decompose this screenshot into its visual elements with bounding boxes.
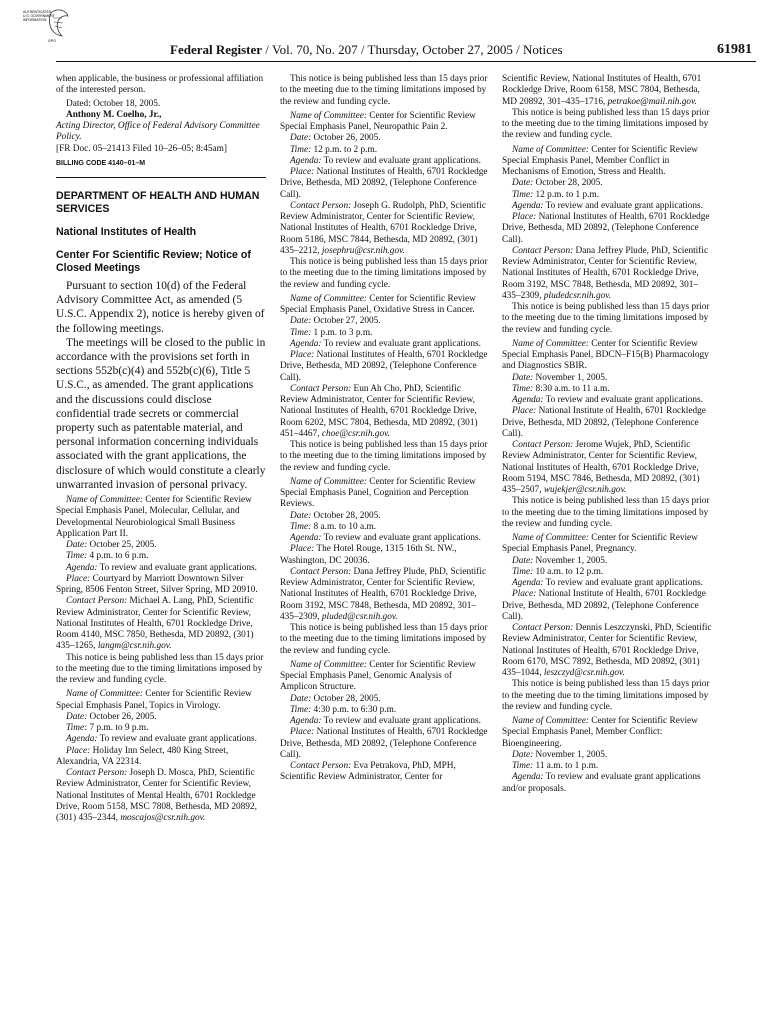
label-agenda: Agenda:: [512, 578, 544, 588]
committee-name: Center for Scientific Review Special Emphasis Panel, Pregnancy.: [502, 533, 698, 555]
fr-doc-line: [FR Doc. 05–21413 Filed 10–26–05; 8:45am]: [56, 143, 227, 154]
meeting-agenda: To review and evaluate grant applications.: [323, 155, 481, 166]
committee-name: Center for Scientific Review Special Emphasis Panel, Genomic Analysis of Amplicon Structure.: [280, 659, 476, 693]
meeting-place: National Institutes of Health, 6701 Rockledge Drive, Bethesda, MD 20892, (Telephone Conference Call).: [280, 167, 488, 200]
meeting-entry: [502, 339, 714, 530]
contact-person: Michael A. Lang, PhD, Scientific Review Administrator, Center for Scientific Review, National Institutes of Health, 6701 Rockledge Drive, Room 4140, MSC 7850, Bethesda, MD 20892, (301) 435–1265,: [56, 596, 254, 652]
short-notice-statement: This notice is being published less than 15 days prior to the meeting due to the timing limitations imposed by the review and funding cycle.: [280, 440, 488, 473]
label-name: Name of Committee:: [66, 495, 143, 506]
label-date: Date:: [512, 372, 534, 383]
label-agenda: Agenda:: [290, 716, 322, 726]
meeting-agenda: To review and evaluate grant applications.: [545, 578, 703, 588]
label-place: Place:: [66, 745, 91, 756]
contact-email: langm@csr.nih.gov.: [97, 641, 172, 652]
meeting-entry: [280, 111, 490, 291]
prev-notice-end: when applicable, the business or professional affiliation of the interested person.: [56, 74, 264, 96]
contact-person: Dennis Leszczynski, PhD, Scientific Review Administrator, Center for Scientific Review, National Institutes of Health, 6701 Rockledge Drive, Room 6170, MSC 7892, Bethesda, MD 20892, (301) 435–1044,: [502, 623, 712, 678]
logo-line-4: GPO: [48, 39, 56, 43]
intro-text: [56, 279, 266, 492]
section-separator: [56, 177, 266, 178]
label-agenda: Agenda:: [290, 533, 322, 543]
label-date: Date:: [290, 510, 312, 521]
meeting-date: November 1, 2005.: [535, 749, 608, 760]
label-agenda: Agenda:: [512, 200, 544, 211]
label-contact: Contact Person:: [290, 383, 352, 394]
committee-name: Center for Scientific Review Special Emphasis Panel, Member Conflict: Bioengineering.: [502, 716, 698, 749]
meeting-date: October 26, 2005.: [313, 133, 381, 144]
meeting-agenda: To review and evaluate grant applications.: [323, 338, 481, 349]
meeting-place: National Institutes of Health, 6701 Rockledge Drive, Bethesda, MD 20892, (Telephone Conference Call).: [280, 727, 488, 760]
contact-person: Eun Ah Cho, PhD, Scientific Review Administrator, Center for Scientific Review, National Institutes of Health, 6701 Rockledge Drive, Room 6202, MSC 7804, Bethesda, MD 20892, (301) 451–4467,: [280, 383, 478, 439]
meeting-time: 4:30 p.m. to 6:30 p.m.: [313, 704, 397, 715]
label-name: Name of Committee:: [290, 293, 367, 304]
meeting-agenda: To review and evaluate grant applications and/or proposals.: [502, 772, 701, 794]
column-3: [502, 74, 714, 795]
label-time: Time:: [512, 761, 534, 771]
committee-name: Center for Scientific Review Special Emphasis Panel, Topics in Virology.: [56, 689, 252, 711]
meeting-date: October 28, 2005.: [535, 178, 603, 189]
committee-name: Center for Scientific Review Special Emphasis Panel, Oxidative Stress in Cancer.: [280, 293, 476, 315]
page-number: 61981: [717, 42, 752, 57]
logo-line-3: INFORMATION: [23, 18, 47, 22]
meeting-date: October 25, 2005.: [89, 540, 157, 551]
meeting-place: National Institute of Health, 6701 Rockledge Drive, Bethesda, MD 20892, (Telephone Conference Call).: [502, 589, 706, 622]
label-agenda: Agenda:: [512, 772, 544, 783]
label-name: Name of Committee:: [512, 338, 589, 349]
contact-email: pludedcsr.nih.gov.: [543, 290, 612, 301]
contact-email: leszczyd@csr.nih.gov.: [543, 668, 625, 678]
label-agenda: Agenda:: [512, 395, 544, 405]
contact-person: Joseph D. Mosca, PhD, Scientific Review Administrator, Center for Scientific Review, National Institutes of Mental Health, 6701 Rockledge Drive, Room 5158, MSC 7808, Bethesda, MD 20892, (301) 435–2344,: [56, 768, 257, 824]
label-contact: Contact Person:: [290, 761, 352, 771]
contact-person: Dana Jeffrey Plude, PhD, Scientific Review Administrator, Center for Scientific Review, National Institutes of Health, 6701 Rockledge Drive, Room 3192, MSC 7848, Bethesda, MD 20892, 301–435–2309,: [502, 245, 709, 301]
label-date: Date:: [66, 711, 88, 722]
label-date: Date:: [66, 540, 88, 551]
billing-code: BILLING CODE 4140–01–M: [56, 159, 146, 167]
label-contact: Contact Person:: [512, 245, 574, 256]
meeting-time: 1 p.m. to 3 p.m.: [313, 327, 373, 338]
meeting-time: 11 a.m. to 1 p.m.: [535, 761, 599, 771]
label-place: Place:: [290, 167, 315, 177]
short-notice-statement: This notice is being published less than 15 days prior to the meeting due to the timing limitations imposed by the review and funding cycle.: [502, 107, 710, 141]
meeting-entry: [280, 294, 490, 474]
label-name: Name of Committee:: [512, 716, 589, 726]
short-notice-statement: This notice is being published less than 15 days prior to the meeting due to the timing limitations imposed by the review and funding cycle.: [502, 679, 710, 712]
meeting-agenda: To review and evaluate grant applications.: [323, 533, 481, 543]
label-name: Name of Committee:: [290, 110, 367, 121]
contact-person: Joseph G. Rudolph, PhD, Scientific Review Administrator, Center for Scientific Review, National Institutes of Health, 6701 Rockledge Drive, Room 5186, MSC 7844, Bethesda, MD 20892, (301) 435–2212,: [280, 200, 487, 256]
label-time: Time:: [512, 383, 534, 394]
contact-person: Jerome Wujek, PhD, Scientific Review Administrator, Center for Scientific Review, National Institutes of Health, 6701 Rockledge Drive, Room 5194, MSC 7846, Bethesda, MD 20892, (301) 435–2507,: [502, 440, 700, 495]
intro-paragraph-1: Pursuant to section 10(d) of the Federal Advisory Committee Act, as amended (5 U.S.C. Appendix 2), notice is hereby given of the following meetings.: [56, 280, 265, 335]
committee-name: Center for Scientific Review Special Emphasis Panel, Cognition and Perception Reviews.: [280, 476, 476, 510]
contact-email: petrakoe@mail.nih.gov.: [607, 96, 697, 107]
label-place: Place:: [512, 589, 537, 600]
logo-line-1: AUTHENTICATED: [23, 10, 52, 14]
notice-title: Center For Scientific Review; Notice of Closed Meetings: [56, 249, 251, 274]
label-date: Date:: [512, 749, 534, 760]
meeting-time: 8:30 a.m. to 11 a.m.: [535, 383, 610, 394]
contact-person: Dana Jeffrey Plude, PhD, Scientific Review Administrator, Center for Scientific Review, National Institutes of Health, 6701 Rockledge Drive, Room 3192, MSC 7848, Bethesda, MD 20892, 301–435–2309,: [280, 566, 487, 622]
meeting-agenda: To review and evaluate grant applications.: [99, 562, 257, 573]
label-place: Place:: [290, 350, 315, 360]
meeting-entry: [280, 660, 490, 784]
contact-email: josephru@csr.nih.gov.: [321, 245, 405, 256]
meeting-agenda: To review and evaluate grant applications.: [323, 716, 481, 726]
signer-name: Anthony M. Coelho, Jr.,: [66, 109, 162, 120]
contact-person: Eva Petrakova, PhD, MPH, Scientific Review Administrator, Center for: [280, 761, 456, 783]
label-date: Date:: [290, 316, 312, 327]
meeting-time: 12 p.m. to 1 p.m.: [535, 189, 600, 200]
label-contact: Contact Person:: [290, 566, 352, 577]
label-place: Place:: [290, 544, 315, 555]
meeting-place: The Hotel Rouge, 1315 16th St. NW., Washington, DC 20036.: [280, 544, 457, 566]
committee-name: Center for Scientific Review Special Emphasis Panel, Molecular, Cellular, and Developmental Neurobiological Small Business Application Part II.: [56, 495, 252, 539]
label-time: Time:: [290, 327, 312, 338]
short-notice-statement: This notice is being published less than 15 days prior to the meeting due to the timing limitations imposed by the review and funding cycle.: [280, 74, 488, 107]
meeting-time: 10 a.m. to 12 p.m.: [535, 566, 604, 577]
dated-line: Dated: October 18, 2005.: [66, 98, 161, 109]
agency-heading: DEPARTMENT OF HEALTH AND HUMAN SERVICES: [56, 190, 260, 215]
meeting-date: November 1, 2005.: [535, 372, 608, 383]
meeting-date: October 28, 2005.: [313, 693, 381, 704]
label-date: Date:: [512, 555, 534, 566]
header-citation: Federal Register / Vol. 70, No. 207 / Thursday, October 27, 2005 / Notices: [170, 42, 563, 57]
meeting-entry: [502, 533, 714, 713]
label-date: Date:: [512, 178, 534, 189]
short-notice-statement: This notice is being published less than 15 days prior to the meeting due to the timing limitations imposed by the review and funding cycle.: [280, 257, 488, 290]
column-2: [280, 74, 490, 784]
label-name: Name of Committee:: [290, 659, 367, 670]
label-date: Date:: [290, 693, 312, 704]
label-place: Place:: [512, 212, 537, 222]
meeting-agenda: To review and evaluate grant applications.: [545, 200, 703, 211]
contact-email: wujekjer@csr.nih.gov.: [543, 485, 627, 495]
label-time: Time:: [66, 723, 88, 734]
label-time: Time:: [512, 566, 534, 577]
label-contact: Contact Person:: [512, 623, 574, 633]
contact-person-continued: Scientific Review, National Institutes of Health, 6701 Rockledge Drive, Room 6158, MSC 7804, Bethesda, MD 20892, 301–435–1716,: [502, 74, 702, 107]
meeting-time: 8 a.m. to 10 a.m.: [313, 521, 377, 532]
label-place: Place:: [290, 727, 315, 738]
publication-name: Federal Register: [170, 42, 263, 57]
committee-name: Center for Scientific Review Special Emphasis Panel, BDCN–F15(B) Pharmacology and Diagnostics SBIR.: [502, 338, 709, 372]
header-rule: [56, 61, 756, 62]
meeting-date: November 1, 2005.: [535, 555, 608, 566]
gpo-eagle-logo: [22, 6, 72, 44]
meeting-entry: [56, 495, 266, 686]
sub-agency-heading: National Institutes of Health: [56, 226, 197, 238]
meeting-place: National Institute of Health, 6701 Rockledge Drive, Bethesda, MD 20892, (Telephone Conference Call).: [502, 406, 706, 439]
label-contact: Contact Person:: [66, 596, 128, 607]
label-time: Time:: [512, 189, 534, 200]
label-name: Name of Committee:: [66, 689, 143, 700]
meeting-time: 4 p.m. to 6 p.m.: [89, 551, 149, 562]
meeting-place: Holiday Inn Select, 480 King Street, Alexandria, VA 22314.: [56, 745, 229, 767]
meeting-entry: [56, 689, 266, 824]
logo-line-2: U.S. GOVERNMENT: [23, 14, 55, 18]
meeting-entry: [502, 145, 714, 336]
meeting-date: October 26, 2005.: [89, 711, 157, 722]
meeting-agenda: To review and evaluate grant applications.: [545, 395, 703, 405]
label-place: Place:: [66, 573, 91, 584]
label-place: Place:: [512, 406, 537, 417]
label-time: Time:: [66, 551, 88, 562]
label-agenda: Agenda:: [66, 734, 98, 745]
label-agenda: Agenda:: [290, 338, 322, 349]
label-name: Name of Committee:: [512, 144, 589, 155]
meeting-time: 7 p.m. to 9 p.m.: [89, 723, 149, 734]
meeting-place: National Institutes of Health, 6701 Rockledge Drive, Bethesda, MD 20892, (Telephone Conference Call).: [502, 212, 710, 245]
short-notice-statement: This notice is being published less than 15 days prior to the meeting due to the timing limitations imposed by the review and funding cycle.: [56, 652, 264, 686]
label-date: Date:: [290, 133, 312, 144]
meeting-date: October 28, 2005.: [313, 510, 381, 521]
label-name: Name of Committee:: [290, 476, 367, 487]
contact-email: moscajos@csr.nih.gov.: [120, 813, 206, 824]
label-contact: Contact Person:: [290, 200, 352, 211]
label-name: Name of Committee:: [512, 533, 589, 543]
committee-name: Center for Scientific Review Special Emphasis Panel, Neuropathic Pain 2.: [280, 110, 476, 132]
signer-title: Acting Director, Office of Federal Advisory Committee Policy.: [56, 121, 260, 143]
short-notice-statement: This notice is being published less than 15 days prior to the meeting due to the timing limitations imposed by the review and funding cycle.: [280, 623, 488, 656]
meeting-entry: [502, 716, 714, 795]
column-1: [56, 74, 266, 824]
running-header: [60, 42, 756, 58]
short-notice-statement: This notice is being published less than 15 days prior to the meeting due to the timing limitations imposed by the review and funding cycle.: [502, 302, 710, 335]
label-agenda: Agenda:: [290, 155, 322, 166]
meeting-date: October 27, 2005.: [313, 316, 381, 327]
label-time: Time:: [290, 704, 312, 715]
contact-email: choe@csr.nih.gov.: [321, 428, 390, 439]
issue-info: Vol. 70, No. 207 / Thursday, October 27, 2005 / Notices: [271, 42, 563, 57]
meeting-entry: [280, 477, 490, 657]
committee-name: Center for Scientific Review Special Emphasis Panel, Member Conflict in Mechanisms of Emotion, Stress and Health.: [502, 144, 698, 177]
meeting-agenda: To review and evaluate grant applications.: [99, 734, 257, 745]
meeting-time: 12 p.m. to 2 p.m.: [313, 144, 378, 155]
meeting-place: National Institutes of Health, 6701 Rockledge Drive, Bethesda, MD 20892, (Telephone Conference Call).: [280, 350, 488, 383]
contact-email: pluded@csr.nih.gov.: [321, 611, 398, 622]
short-notice-statement: This notice is being published less than 15 days prior to the meeting due to the timing limitations imposed by the review and funding cycle.: [502, 496, 710, 529]
intro-paragraph-2: The meetings will be closed to the public in accordance with the provisions set forth in sections 552b(c)(4) and 552b(c)(6), Title 5 U.S.C., as amended. The grant applications and the discussions could disclose confidential trade secrets or commercial property such as patentable material, and personal information concerning individuals associated with the grant applications, the disclosure of which would constitute a clearly unwarranted invasion of personal privacy.: [56, 336, 266, 491]
label-time: Time:: [290, 521, 312, 532]
label-agenda: Agenda:: [66, 562, 98, 573]
meeting-place: Courtyard by Marriott Downtown Silver Spring, 8506 Fenton Street, Silver Spring, MD 20910.: [56, 573, 258, 596]
label-contact: Contact Person:: [512, 440, 574, 450]
label-time: Time:: [290, 144, 312, 155]
label-contact: Contact Person:: [66, 768, 128, 779]
